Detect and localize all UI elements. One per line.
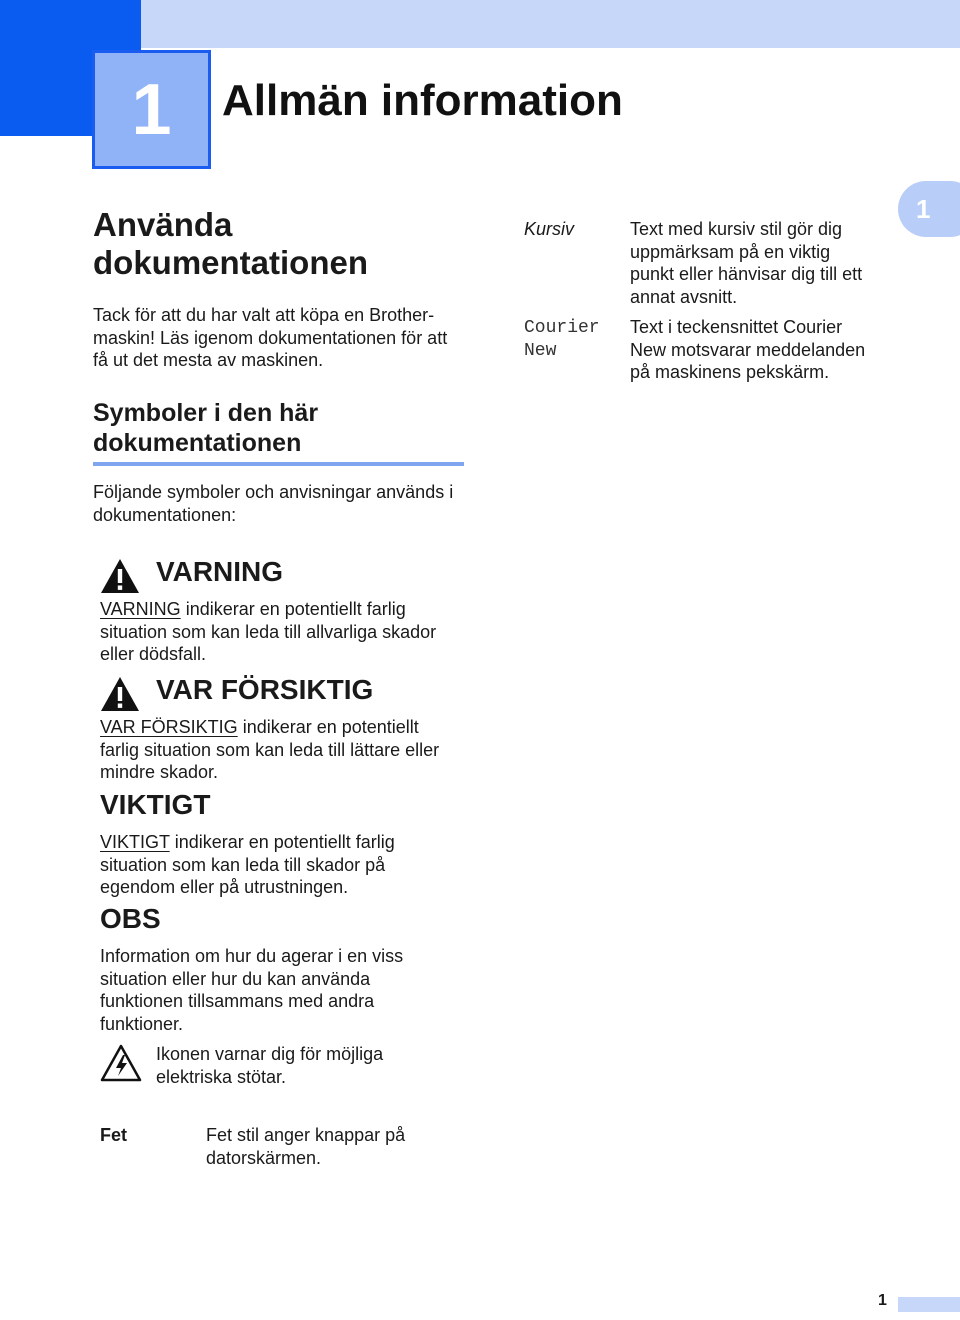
caution-title: VAR FÖRSIKTIG bbox=[156, 674, 374, 705]
note-text bbox=[100, 945, 480, 1035]
courier-description bbox=[630, 316, 890, 384]
subsection-title-line-2: dokumentationen bbox=[93, 429, 302, 457]
caution-keyword: VAR FÖRSIKTIG bbox=[100, 717, 238, 737]
note-text-line-2: situation eller hur du kan använda bbox=[100, 968, 371, 989]
subsection-title-line-1: Symboler i den här bbox=[93, 399, 319, 427]
section-title-line-1: Använda bbox=[93, 206, 233, 243]
subsection-intro-line-1: Följande symboler och anvisningar används i bbox=[93, 482, 454, 502]
important-text-line-3: egendom eller på utrustningen. bbox=[100, 877, 349, 897]
courier-description-line-2: New motsvarar meddelanden bbox=[630, 339, 866, 360]
caution-text-line-2: farlig situation som kan leda till lättare eller bbox=[100, 739, 440, 760]
warning-keyword: VARNING bbox=[100, 599, 181, 619]
section-title-line-2: dokumentationen bbox=[93, 244, 369, 281]
warning-text-line-3: eller dödsfall. bbox=[100, 644, 207, 664]
caution-line-1-rest: indikerar en potentiellt bbox=[237, 717, 419, 737]
subsection-heading bbox=[93, 398, 318, 458]
bold-description-line-2: datorskärmen. bbox=[206, 1147, 322, 1168]
courier-term bbox=[524, 317, 600, 362]
section-heading bbox=[93, 206, 368, 282]
footer-bar bbox=[898, 1297, 960, 1312]
subsection-underline bbox=[93, 462, 464, 466]
courier-term-line-1: Courier bbox=[524, 318, 600, 338]
section-intro-line-3: få ut det mesta av maskinen. bbox=[93, 350, 324, 370]
warning-text-line-1 bbox=[100, 598, 480, 621]
note-text-line-3: funktionen tillsammans med andra bbox=[100, 991, 375, 1011]
chapter-title: Allmän information bbox=[222, 76, 623, 125]
section-intro bbox=[93, 304, 473, 372]
caution-text-line-1 bbox=[100, 716, 480, 739]
subsection-intro-line-2: dokumentationen: bbox=[93, 504, 237, 525]
italic-description-line-3: punkt eller hänvisar dig till ett bbox=[630, 264, 863, 284]
warning-line-1-rest: indikerar en potentiellt farlig bbox=[180, 599, 406, 619]
important-text bbox=[100, 831, 480, 899]
warning-triangle-icon bbox=[100, 558, 140, 594]
caution-text-line-3: mindre skador. bbox=[100, 762, 219, 782]
important-keyword: VIKTIGT bbox=[100, 832, 170, 852]
important-title: VIKTIGT bbox=[100, 789, 211, 820]
chapter-number-box: 1 bbox=[92, 50, 211, 169]
italic-description bbox=[630, 218, 890, 308]
bold-term: Fet bbox=[100, 1125, 127, 1145]
caution-triangle-icon bbox=[100, 676, 140, 712]
warning-text-line-2: situation som kan leda till allvarliga skador bbox=[100, 621, 437, 642]
important-text-line-1 bbox=[100, 831, 480, 854]
bold-description-line-1: Fet stil anger knappar på bbox=[206, 1125, 406, 1145]
electric-text-line-2: elektriska stötar. bbox=[156, 1066, 287, 1087]
bold-description bbox=[206, 1124, 486, 1169]
warning-title: VARNING bbox=[156, 556, 284, 587]
electric-text bbox=[156, 1043, 476, 1088]
courier-description-line-3: på maskinens pekskärm. bbox=[630, 362, 830, 382]
electric-text-line-1: Ikonen varnar dig för möjliga bbox=[156, 1044, 384, 1064]
italic-description-line-2: uppmärksam på en viktig bbox=[630, 241, 831, 262]
caution-text bbox=[100, 716, 480, 784]
warning-text bbox=[100, 598, 480, 666]
page-number: 1 bbox=[878, 1292, 887, 1309]
note-text-line-1: Information om hur du agerar i en viss bbox=[100, 946, 404, 966]
note-title: OBS bbox=[100, 903, 161, 934]
important-line-1-rest: indikerar en potentiellt farlig bbox=[169, 832, 395, 852]
section-intro-line-2: maskin! Läs igenom dokumentationen för att bbox=[93, 327, 448, 348]
italic-description-line-1: Text med kursiv stil gör dig bbox=[630, 219, 843, 239]
courier-term-line-2: New bbox=[524, 340, 557, 361]
electric-shock-icon bbox=[100, 1044, 142, 1082]
section-intro-line-1: Tack för att du har valt att köpa en Brother- bbox=[93, 305, 435, 325]
side-chapter-tab: 1 bbox=[898, 181, 960, 237]
courier-description-line-1: Text i teckensnittet Courier bbox=[630, 317, 843, 337]
important-text-line-2: situation som kan leda till skador på bbox=[100, 854, 386, 875]
italic-description-line-4: annat avsnitt. bbox=[630, 286, 738, 307]
header-light-band bbox=[141, 0, 960, 48]
italic-term: Kursiv bbox=[524, 219, 575, 239]
subsection-intro bbox=[93, 481, 473, 526]
note-text-line-4: funktioner. bbox=[100, 1013, 184, 1034]
